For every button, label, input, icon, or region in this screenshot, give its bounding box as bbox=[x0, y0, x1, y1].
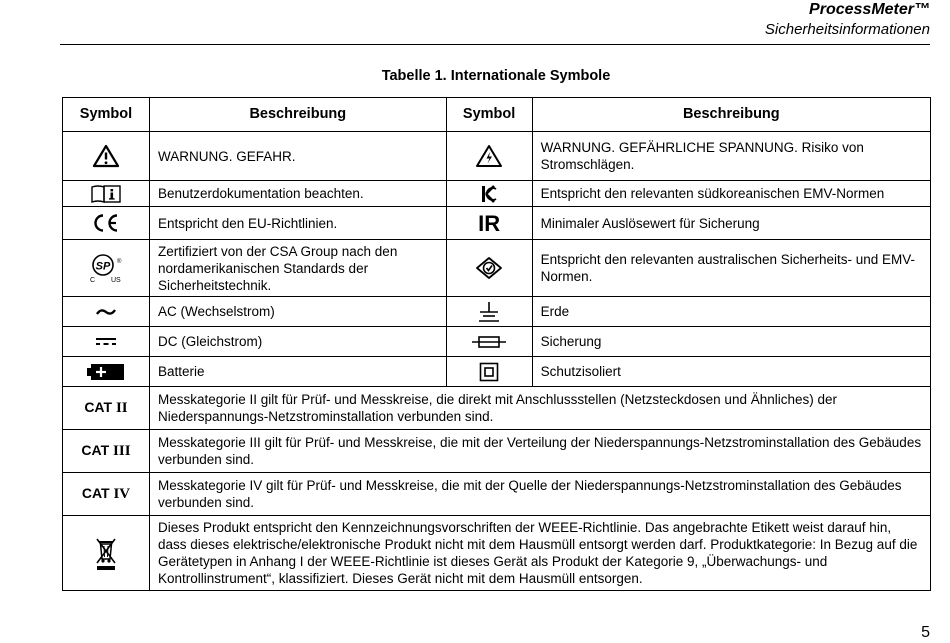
header-symbol-left: Symbol bbox=[63, 98, 150, 132]
product-name: ProcessMeter™ bbox=[809, 1, 930, 18]
page-number: 5 bbox=[921, 624, 930, 641]
header-description-left: Beschreibung bbox=[149, 98, 446, 132]
description-cell: AC (Wechselstrom) bbox=[149, 297, 446, 327]
description-cell: Sicherung bbox=[532, 327, 930, 357]
table-row bbox=[63, 240, 931, 297]
cat-iii-symbol: CAT III bbox=[63, 430, 150, 473]
header-rule bbox=[60, 44, 930, 45]
ir-symbol: IR bbox=[446, 207, 532, 240]
cat-ii-symbol: CAT II bbox=[63, 387, 150, 430]
table-row bbox=[63, 387, 931, 430]
dc-icon bbox=[63, 327, 150, 357]
description-cell: Benutzerdokumentation beachten. bbox=[149, 181, 446, 207]
description-cell: Messkategorie II gilt für Prüf- und Messkreise, die direkt mit Anschlussstellen (Netzsteckdosen und Ähnliches) der Niederspannungs-Netzstrominstallation verbunden sind. bbox=[149, 387, 930, 430]
table-header-row bbox=[63, 98, 931, 132]
csa-us-label: US bbox=[110, 277, 121, 284]
rcm-mark-icon bbox=[446, 240, 532, 297]
description-cell: DC (Gleichstrom) bbox=[149, 327, 446, 357]
fuse-icon bbox=[446, 327, 532, 357]
section-name: Sicherheitsinformationen bbox=[764, 21, 930, 38]
symbols-table bbox=[62, 97, 931, 591]
description-cell: Minimaler Auslösewert für Sicherung bbox=[532, 207, 930, 240]
weee-crossed-bin-icon bbox=[63, 516, 150, 591]
double-insulation-icon bbox=[446, 357, 532, 387]
user-documentation-icon bbox=[63, 181, 150, 207]
description-cell: Messkategorie III gilt für Prüf- und Messkreise, die mit der Verteilung der Niederspannungs-Netzstrominstallation des Gebäudes verbunden sind. bbox=[149, 430, 930, 473]
header-symbol-right: Symbol bbox=[446, 98, 532, 132]
svg-text:SP: SP bbox=[95, 260, 111, 273]
table-row bbox=[63, 132, 931, 181]
battery-icon bbox=[63, 357, 150, 387]
table-row bbox=[63, 473, 931, 516]
table-row bbox=[63, 207, 931, 240]
table-row bbox=[63, 430, 931, 473]
description-cell: WARNUNG. GEFAHR. bbox=[149, 132, 446, 181]
description-cell: Zertifiziert von der CSA Group nach den nordamerikanischen Standards der Sicherheitstechnik. bbox=[149, 240, 446, 297]
table-row bbox=[63, 327, 931, 357]
csa-c-label: C bbox=[89, 277, 96, 284]
kc-mark-icon bbox=[446, 181, 532, 207]
description-cell: Dieses Produkt entspricht den Kennzeichnungsvorschriften der WEEE-Richtlinie. Das angebrachte Etikett weist darauf hin, dass dieses elektrische/elektronische Produkt nicht mit dem Hausmüll entsorgt werden darf. Produktkategorie: In Bezug auf die Gerätetypen in Anhang I der WEEE-Richtlinie ist dieses Gerät als Produkt der Kategorie 9, „Überwachungs- und Kontrollinstrument“, klassifiziert. Dieses Gerät nicht mit dem Hausmüll entsorgen. bbox=[149, 516, 930, 591]
description-cell: Batterie bbox=[149, 357, 446, 387]
earth-ground-icon bbox=[446, 297, 532, 327]
table-row bbox=[63, 516, 931, 591]
description-cell: Entspricht den relevanten australischen Sicherheits- und EMV-Normen. bbox=[532, 240, 930, 297]
table-row bbox=[63, 357, 931, 387]
warning-triangle-icon bbox=[63, 132, 150, 181]
description-cell: WARNUNG. GEFÄHRLICHE SPANNUNG. Risiko von Stromschlägen. bbox=[532, 132, 930, 181]
page-header bbox=[765, 0, 930, 40]
cat-iv-symbol: CAT IV bbox=[63, 473, 150, 516]
hazardous-voltage-icon bbox=[446, 132, 532, 181]
table-row bbox=[63, 297, 931, 327]
description-cell: Schutzisoliert bbox=[532, 357, 930, 387]
description-cell: Entspricht den relevanten südkoreanischen EMV-Normen bbox=[532, 181, 930, 207]
description-cell: Messkategorie IV gilt für Prüf- und Messkreise, die mit der Quelle der Niederspannungs-Netzstrominstallation des Gebäudes verbunden sind. bbox=[149, 473, 930, 516]
ac-icon bbox=[63, 297, 150, 327]
csa-mark-icon bbox=[63, 240, 150, 297]
csa-reg-mark: ® bbox=[116, 259, 122, 265]
table-row bbox=[63, 181, 931, 207]
ce-mark-icon bbox=[63, 207, 150, 240]
header-description-right: Beschreibung bbox=[532, 98, 930, 132]
description-cell: Entspricht den EU-Richtlinien. bbox=[149, 207, 446, 240]
table-title: Tabelle 1. Internationale Symbole bbox=[381, 68, 611, 84]
description-cell: Erde bbox=[532, 297, 930, 327]
